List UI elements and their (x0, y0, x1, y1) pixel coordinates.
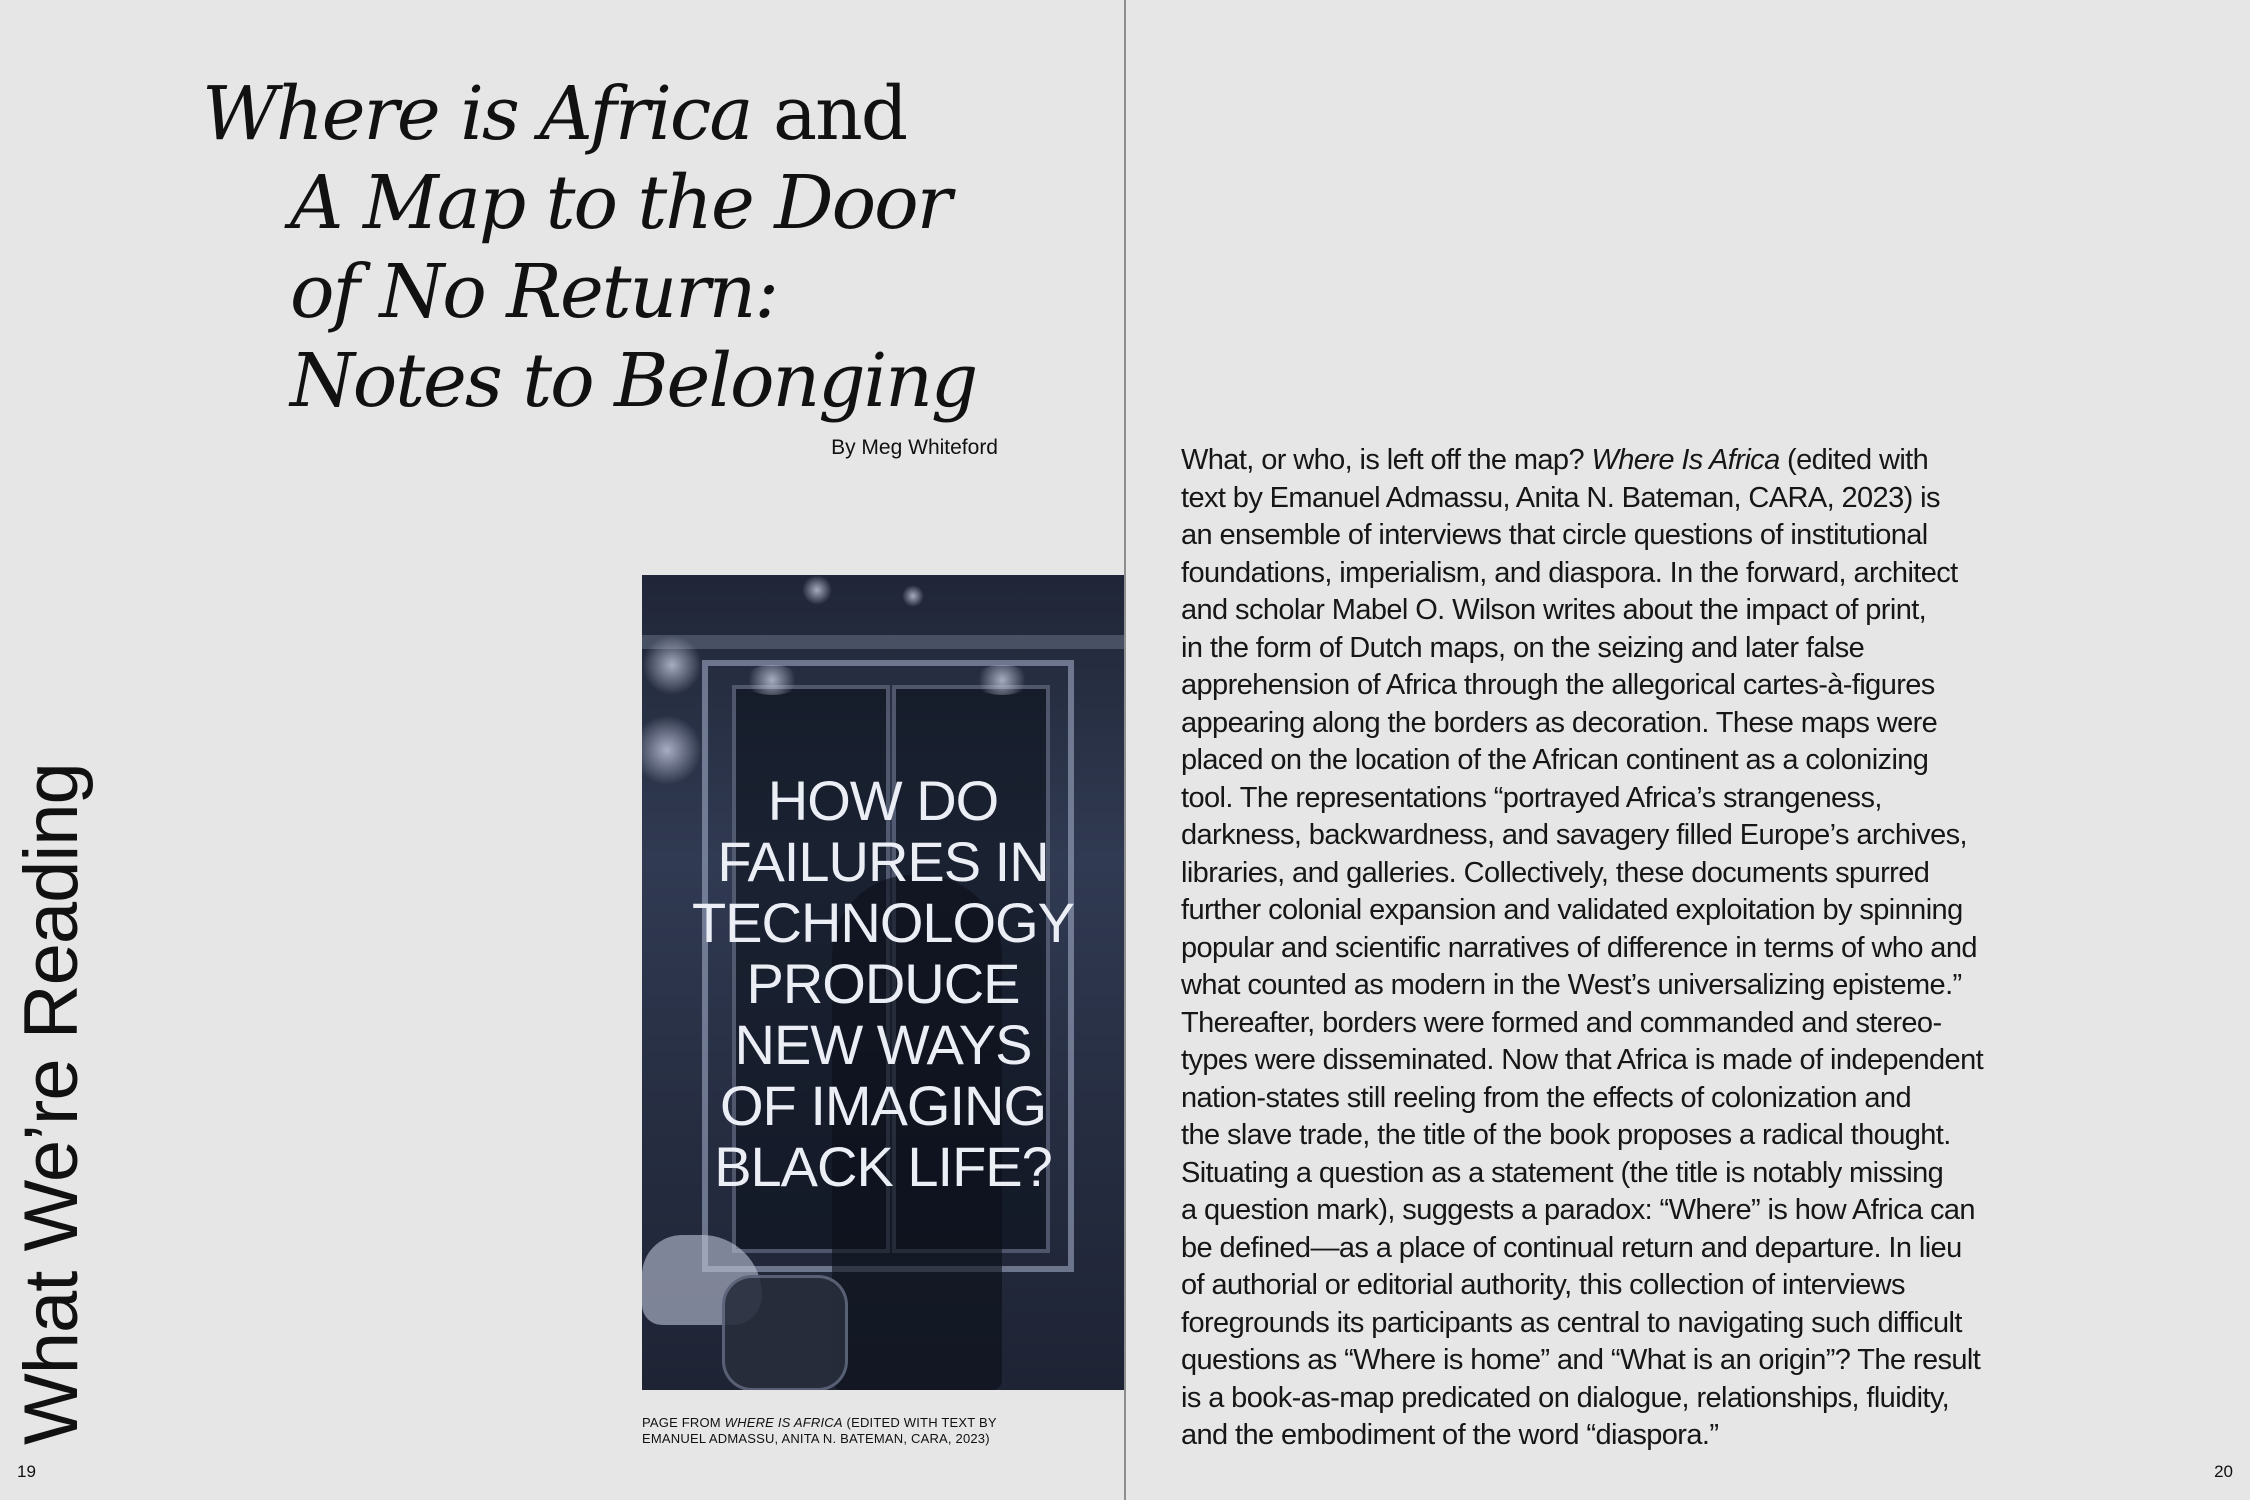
body-line: a question mark), suggests a paradox: “Where” is how Africa can (1181, 1194, 1975, 1226)
body-line: an ensemble of interviews that circle questions of institutional (1181, 519, 1928, 551)
body-line: appearing along the borders as decoration. These maps were (1181, 706, 1938, 739)
body-line-1-italic: Where Is Africa (1591, 444, 1780, 476)
body-line-1-pre: What, or who, is left off the map? (1181, 444, 1592, 476)
body-line: of authorial or editorial authority, this collection of interviews (1181, 1269, 1905, 1301)
photo-light-1 (642, 635, 702, 695)
caption-line-2: EMANUEL ADMASSU, ANITA N. BATEMAN, CARA, 2023) (642, 1431, 990, 1446)
photo-overlay-text: HOW DO FAILURES IN TECHNOLOGY PRODUCE NEW WAYS OF IMAGING BLACK LIFE? (691, 769, 1075, 1198)
caption-line-1-rest: (EDITED WITH TEXT BY (842, 1415, 997, 1430)
title-line-4-text: Notes to Belonging (290, 338, 977, 424)
body-line: questions as “Where is home” and “What is an origin”? The result (1181, 1344, 1981, 1376)
title-rest-part: and (751, 71, 907, 157)
article-body (1181, 442, 2081, 1455)
byline: By Meg Whiteford (831, 436, 998, 459)
photo-ceiling-band (642, 635, 1124, 649)
title-line-2-text: A Map to the Door (290, 160, 951, 246)
caption-italic: WHERE IS AFRICA (724, 1415, 843, 1430)
body-line: what counted as modern in the West’s universalizing episteme.” (1181, 969, 1962, 1001)
caption-prefix: PAGE FROM (642, 1415, 725, 1430)
photo-light-5 (802, 575, 832, 605)
body-line: text by Emanuel Admassu, Anita N. Bateman, CARA, 2023) is (1181, 481, 1940, 514)
body-line: and scholar Mabel O. Wilson writes about the impact of print, (1181, 594, 1927, 626)
body-line: is a book-as-map predicated on dialogue, relationships, fluidity, (1181, 1381, 1950, 1414)
body-line: be defined—as a place of continual return and departure. In lieu (1181, 1231, 1962, 1264)
body-line: tool. The representations “portrayed Africa’s strangeness, (1181, 781, 1882, 814)
body-line: Thereafter, borders were formed and commanded and stereo- (1181, 1006, 1942, 1039)
title-line-1 (202, 70, 906, 159)
body-line: foundations, imperialism, and diaspora. In the forward, architect (1181, 556, 1958, 589)
body-line-1-post: (edited with (1779, 444, 1929, 476)
body-line: apprehension of Africa through the allegorical cartes-à-figures (1181, 669, 1935, 701)
photo-light-4 (972, 665, 1032, 695)
body-line: foregrounds its participants as central to navigating such difficult (1181, 1306, 1962, 1339)
body-line: libraries, and galleries. Collectively, these documents spurred (1181, 856, 1930, 889)
body-line-1 (1181, 442, 2081, 480)
title-line-3-text: of No Return: (290, 249, 778, 335)
page-number-right: 20 (2214, 1462, 2233, 1481)
photo-light-6 (902, 585, 924, 607)
body-line: popular and scientific narratives of difference in terms of who and (1181, 931, 1977, 964)
title-line-2 (290, 159, 950, 248)
book-page-photo (642, 575, 1124, 1390)
photo-device (722, 1275, 848, 1390)
body-line: types were disseminated. Now that Africa is made of independent (1181, 1044, 1984, 1076)
spread-divider (1124, 0, 1126, 1500)
section-label: What We’re Reading (9, 763, 94, 1445)
body-line: in the form of Dutch maps, on the seizing and later false (1181, 631, 1865, 664)
body-line: Situating a question as a statement (the title is notably missing (1181, 1156, 1944, 1189)
title-italic-part: Where is Africa (202, 71, 752, 157)
title-line-3 (290, 248, 777, 337)
page-number-left: 19 (17, 1462, 36, 1481)
photo-caption (642, 1415, 1002, 1447)
title-line-4 (290, 337, 976, 426)
body-line: placed on the location of the African continent as a colonizing (1181, 744, 1929, 776)
body-line: and the embodiment of the word “diaspora.” (1181, 1419, 1719, 1451)
body-line: darkness, backwardness, and savagery filled Europe’s archives, (1181, 819, 1967, 851)
photo-light-3 (742, 665, 802, 695)
body-line: the slave trade, the title of the book proposes a radical thought. (1181, 1119, 1951, 1151)
body-line: further colonial expansion and validated exploitation by spinning (1181, 894, 1963, 926)
body-line: nation-states still reeling from the effects of colonization and (1181, 1081, 1911, 1114)
